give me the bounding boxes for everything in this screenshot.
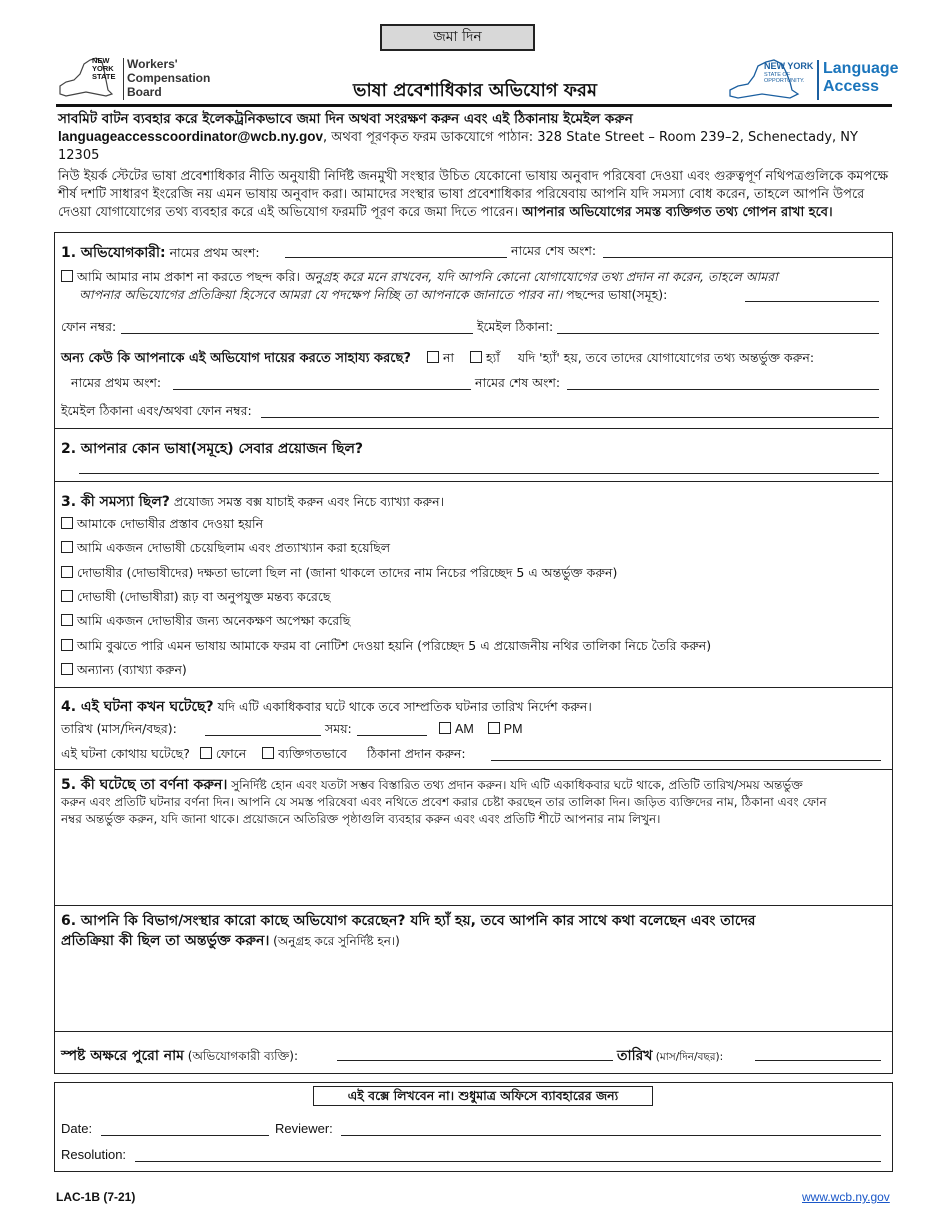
reviewer-label: Reviewer: (275, 1121, 333, 1136)
helper-yes-label: হ্যাঁ (486, 350, 500, 365)
complaint-form (54, 232, 893, 1074)
pm-label: PM (503, 722, 523, 736)
time-label: সময়: (325, 721, 352, 736)
problem-option (61, 540, 390, 560)
problem-checkbox-2[interactable] (61, 541, 73, 553)
wcb-logo (56, 56, 216, 102)
address-label: ঠিকানা প্রদান করুন: (366, 746, 466, 761)
preferred-language-field[interactable] (745, 301, 879, 302)
s1-heading: 1. অভিযোগকারী: (61, 245, 166, 261)
by-phone-checkbox[interactable] (200, 747, 212, 759)
am-checkbox[interactable] (439, 722, 451, 734)
intro-block (58, 110, 898, 222)
phone-label: ফোন নম্বর: (61, 319, 117, 334)
in-person-label: ব্যক্তিগতভাবে (278, 746, 347, 761)
office-date-field[interactable] (101, 1135, 269, 1136)
resolution-label: Resolution: (61, 1147, 127, 1162)
helper-no-label: না (442, 350, 455, 365)
office-date-label: Date: (61, 1121, 93, 1136)
ny-logo-text: NEW YORK (764, 61, 814, 71)
s5-text-a: সুনির্দিষ্ট হোন এবং যতটা সম্ভব বিস্তারিত তথ্য প্রদান করুন। যদি এটি একাধিকবার ঘটে থাকে, প্রতিটি তারিখ/সময় অন্তর্ভুক্ত (227, 778, 803, 792)
wcb-logo-divider (123, 58, 124, 100)
helper-no-checkbox[interactable] (427, 351, 439, 363)
section-4-when (55, 688, 892, 770)
section-5-describe (55, 770, 892, 906)
sign-date-sub: (মাস/দিন/বছর): (652, 1051, 724, 1063)
helper-yes-checkbox[interactable] (470, 351, 482, 363)
la-divider (817, 60, 819, 100)
sign-date-label: তারিখ (617, 1048, 653, 1064)
in-person-checkbox[interactable] (262, 747, 274, 759)
intro-line2 (58, 128, 898, 165)
incident-time-field[interactable] (357, 735, 427, 736)
where-label: এই ঘটনা কোথায় ঘটেছে? (61, 746, 190, 761)
by-phone-label: ফোনে (215, 746, 247, 761)
problem-option-label: আমি বুঝতে পারি এমন ভাষায় আমাকে ফরম বা নোটিশ দেওয়া হয়নি (পরিচ্ছেদ 5 এ প্রয়োজনীয় নথির তালিকা নিচে তৈরি করুন) (77, 638, 712, 653)
s5-text-c: নম্বর অন্তর্ভুক্ত করুন, যদি জানা থাকে। প্রয়োজনে অতিরিক্ত পৃষ্ঠাগুলি ব্যবহার করুন এবং এবং প্রতিটি শীটে আপনার নাম লিখুন। (61, 812, 661, 826)
intro-para-text: নিউ ইয়র্ক স্টেটের ভাষা প্রবেশাধিকার নীতি অনুযায়ী নির্দিষ্ট জনমুখী সংস্থার উচিত যেকোনো ভাষায় অনুবাদ পরিষেবা দেওয়া এবং গুরুত্বপূর্ণ নথিপত্রগুলিকে কমপক্ষে শীর্ষ দশটি সাধারণ ইংরেজি নয় এমন ভাষায় অনুবাদ করা। আমাদের সংস্থার ভাষা প্রবেশাধিকার পরিষেবায় আপনি যদি সমস্যা বোধ করেন, তাহলে আপনি উপরে দেওয়া যোগাযোগের তথ্য ব্যবহার করে এই অভিযোগ ফরমটি পূরণ করে জমা দিতে পারেন। (58, 169, 889, 220)
mail-address: , অথবা পূরণকৃত ফরম ডাকযোগে পাঠান: 328 State Street – Room 239–2, Schenectady, NY 12305 (58, 130, 858, 163)
language-needed-field[interactable] (79, 473, 879, 474)
first-name-label: নামের প্রথম অংশ: (169, 245, 260, 260)
wcb-board-text: Workers' Compensation Board (127, 57, 211, 99)
pref-lang-label: পছন্দের ভাষা(সমূহ): (566, 287, 668, 302)
anon-warning-1: অনুগ্রহ করে মনে রাখবেন, যদি আপনি কোনো যোগাযোগের তথ্য প্রদান না করেন, তাহলে আমরা (303, 269, 778, 284)
problem-option (61, 565, 617, 585)
s2-heading: 2. আপনার কোন ভাষা(সমূহে) সেবার প্রয়োজন ছিল? (61, 441, 364, 457)
anonymous-checkbox[interactable] (61, 270, 73, 282)
problem-checkbox-7[interactable] (61, 663, 73, 675)
language-access-logo (726, 56, 899, 102)
helper-question: অন্য কেউ কি আপনাকে এই অভিযোগ দায়ের করতে সাহায্য করছে? (61, 351, 411, 366)
email-label: ইমেইল ঠিকানা: (477, 319, 554, 334)
helper-contact-label: ইমেইল ঠিকানা এবং/অথবা ফোন নম্বর: (61, 403, 252, 418)
incident-address-field[interactable] (491, 760, 881, 761)
problem-checkbox-3[interactable] (61, 566, 73, 578)
email-field[interactable] (557, 333, 879, 334)
problem-option (61, 638, 711, 658)
problem-option (61, 613, 350, 633)
problem-checkbox-6[interactable] (61, 639, 73, 651)
ny-logo-sub: STATE OF OPPORTUNITY. (764, 72, 805, 84)
s5-text-b: করুন এবং প্রতিটি ঘটনার বর্ণনা দিন। আপনি যে সমস্ত পরিষেবা এবং নথিতে প্রবেশ করার চেষ্টা করছেন তার তালিকা দিন। জড়িত ব্যক্তিদের নাম, ঠিকানা এবং ফোন (61, 795, 827, 809)
s4-heading: 4. এই ঘটনা কখন ঘটেছে? (61, 699, 214, 715)
submit-button[interactable]: জমা দিন (380, 24, 535, 51)
full-name-sub: (অভিযোগকারী ব্যক্তি): (183, 1049, 298, 1063)
first-name-field[interactable] (285, 257, 507, 258)
s4-subheading: যদি এটি একাধিকবার ঘটে থাকে তবে সাম্প্রতিক ঘটনার তারিখ নির্দেশ করুন। (213, 699, 592, 714)
description-textarea[interactable] (61, 834, 887, 900)
helper-last-name-field[interactable] (567, 389, 879, 390)
s3-heading: 3. কী সমস্যা ছিল? (61, 494, 170, 510)
reviewer-field[interactable] (341, 1135, 881, 1136)
s6-heading-2: প্রতিক্রিয়া কী ছিল তা অন্তর্ভুক্ত করুন। (61, 933, 270, 949)
incident-date-field[interactable] (205, 735, 321, 736)
full-name-field[interactable] (337, 1060, 613, 1061)
problem-option (61, 516, 263, 536)
anon-warning-2: আপনার অভিযোগের প্রতিক্রিয়া হিসেবে আমরা যে পদক্ষেপ নিচ্ছি তা আপনাকে জানাতে পারব না। (79, 287, 563, 302)
section-3-problem (55, 482, 892, 688)
problem-option (61, 589, 330, 609)
problem-option-label: আমি একজন দোভাষীর জন্য অনেকক্ষণ অপেক্ষা করেছি (77, 613, 351, 628)
website-link[interactable]: www.wcb.ny.gov (802, 1190, 890, 1204)
page-title: ভাষা প্রবেশাধিকার অভিযোগ ফরম (353, 80, 597, 101)
anon-text: আমি আমার নাম প্রকাশ না করতে পছন্দ করি। (77, 269, 300, 284)
problem-option-label: দোভাষী (দোভাষীরা) রূঢ় বা অনুপযুক্ত মন্তব্য করেছে (77, 589, 331, 604)
date-label: তারিখ (মাস/দিন/বছর): (61, 721, 177, 736)
problem-checkbox-1[interactable] (61, 517, 73, 529)
resolution-field[interactable] (135, 1161, 881, 1162)
office-use-heading: এই বক্সে লিখবেন না। শুধুমাত্র অফিসে ব্যাবহারের জন্য (313, 1086, 653, 1106)
helper-contact-field[interactable] (261, 417, 879, 418)
problem-option-label: দোভাষীর (দোভাষীদের) দক্ষতা ভালো ছিল না (জানা থাকলে তাদের নাম নিচের পরিচ্ছেদ 5 এ অন্তর্ভুক্ত করুন) (77, 565, 618, 580)
helper-first-name-field[interactable] (173, 389, 471, 390)
section-1-complainant (55, 233, 892, 429)
problem-option-label: আমি একজন দোভাষী চেয়েছিলাম এবং প্রত্যাখ্যান করা হয়েছিল (77, 540, 391, 555)
problem-option-label: অন্যান্য (ব্যাখ্যা করুন) (77, 662, 187, 677)
last-name-field[interactable] (603, 257, 892, 258)
am-label: AM (455, 722, 474, 736)
section-6-prior-complaint (55, 906, 892, 1032)
intro-line1: সাবমিট বাটন ব্যবহার করে ইলেকট্রনিকভাবে জমা দিন অথবা সংরক্ষণ করুন এবং এই ঠিকানায় ইমেইল করুন (58, 111, 633, 127)
intro-paragraph (58, 168, 898, 222)
pm-checkbox[interactable] (488, 722, 500, 734)
sign-date-field[interactable] (755, 1060, 881, 1061)
last-name-label: নামের শেষ অংশ: (511, 243, 597, 258)
form-id: LAC-1B (7-21) (56, 1190, 136, 1204)
problem-option (61, 662, 187, 682)
header-rule (56, 104, 892, 107)
prior-complaint-textarea[interactable] (61, 956, 887, 1026)
problem-option-label: আমাকে দোভাষীর প্রস্তাব দেওয়া হয়নি (77, 516, 264, 531)
office-use-box (54, 1082, 893, 1172)
helper-note: যদি 'হ্যাঁ' হয়, তবে তাদের যোগাযোগের তথ্য অন্তর্ভুক্ত করুন: (517, 350, 815, 365)
language-access-text: Language Access (823, 60, 899, 95)
helper-first-name-label: নামের প্রথম অংশ: (71, 375, 162, 390)
full-name-label: স্পষ্ট অক্ষরে পুরো নাম (61, 1048, 184, 1064)
s3-subheading: প্রযোজ্য সমস্ত বক্স যাচাই করুন এবং নিচে ব্যাখ্যা করুন। (169, 494, 445, 509)
s6-note: (অনুগ্রহ করে সুনির্দিষ্ট হন।) (269, 934, 400, 948)
phone-field[interactable] (121, 333, 473, 334)
problem-checkbox-5[interactable] (61, 614, 73, 626)
signature-row (55, 1032, 892, 1073)
problem-checkbox-4[interactable] (61, 590, 73, 602)
s5-heading: 5. কী ঘটেছে তা বর্ণনা করুন। (61, 777, 228, 793)
section-2-language (55, 429, 892, 482)
coordinator-email[interactable]: languageaccesscoordinator@wcb.ny.gov (58, 129, 323, 144)
wcb-state-text: NEW YORK STATE (92, 56, 116, 81)
confidential-note: আপনার অভিযোগের সমস্ত ব্যক্তিগত তথ্য গোপন রাখা হবে। (522, 205, 833, 220)
helper-last-name-label: নামের শেষ অংশ: (475, 375, 561, 390)
s6-heading-1: 6. আপনি কি বিভাগ/সংস্থার কারো কাছে অভিযোগ করেছেন? যদি হ্যাঁ হয়, তবে আপনি কার সাথে কথা বলেছেন এবং তাদের (61, 913, 756, 929)
